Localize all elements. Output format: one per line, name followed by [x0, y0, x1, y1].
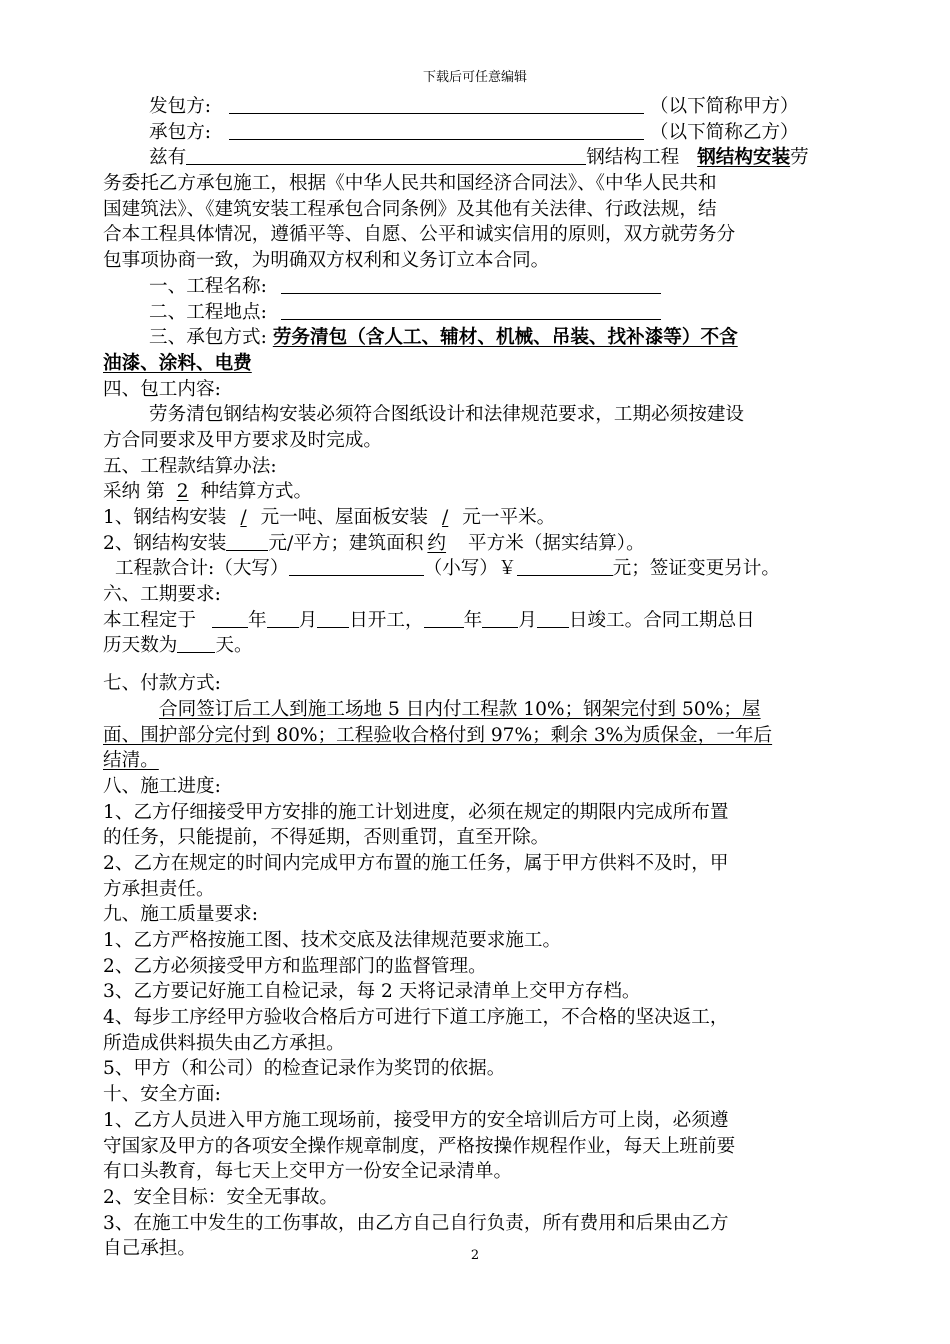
sec10-line-5: 3、在施工中发生的工伤事故，由乙方自己自行负责，所有费用和后果由乙方: [103, 1212, 729, 1234]
adopt-a: 采纳 第: [103, 481, 165, 503]
sec8-line-1: 1、乙方仔细接受甲方安排的施工计划进度，必须在规定的期限内完成所布置: [103, 801, 729, 823]
m1-v1: /: [240, 507, 247, 528]
contractor-note: （以下简称乙方）: [649, 121, 799, 143]
sec5-method-1: [103, 505, 861, 531]
project-site-blank: [281, 300, 661, 320]
sec9-line-6: 5、甲方（和公司）的检查记录作为奖罚的依据。: [103, 1058, 506, 1080]
m2-v: 约: [427, 532, 447, 554]
sec9-line-2: 2、乙方必须接受甲方和监理部门的监督管理。: [103, 955, 487, 977]
employer-note: （以下简称甲方）: [649, 96, 799, 117]
intro-bold: 钢结构安装: [697, 147, 791, 169]
sec7-line-1: 合同签订后工人到施工场地 5 日内付工程款 10%；钢架完付到 50%；屋: [159, 698, 761, 720]
adopt-num: 2: [176, 481, 189, 503]
sec10-title: 十、安全方面:: [103, 1084, 221, 1106]
sec9-line-1: 1、乙方严格按施工图、技术交底及法律规范要求施工。: [103, 930, 562, 951]
sec3-bold-1: 劳务清包（含人工、辅材、机械、吊装、找补漆等）不含: [272, 327, 738, 349]
start-day-blank: [317, 608, 349, 628]
sec7-line-2: 面、围护部分完付到 80%；工程验收合格付到 97%；剩余 3%为质保金，一年后: [103, 724, 773, 746]
start-month-blank: [267, 608, 299, 628]
m1-b: 元一吨、屋面板安装: [260, 507, 429, 528]
total-b: （小写）￥: [423, 558, 517, 580]
sec9-line-5: 所造成供料损失由乙方承担。: [103, 1032, 345, 1054]
total-a: 工程款合计:（大写）: [115, 558, 289, 580]
sec3-bold-2: 油漆、涂料、电费: [103, 352, 252, 374]
m2-a: 2、钢结构安装: [103, 532, 227, 554]
sec6-title: 六、工期要求:: [103, 584, 221, 606]
sec10-line-6: 自己承担。: [103, 1238, 196, 1260]
adopt-b: 种结算方式。: [200, 481, 313, 503]
sec8-line-2: 的任务，只能提前，不得延期，否则重罚，直至开除。: [103, 827, 550, 849]
sec8-line-3: 2、乙方在规定的时间内完成甲方布置的施工任务，属于甲方供料不及时，甲: [103, 852, 729, 874]
sec5-method-2: [103, 531, 861, 557]
sec9-line-4: 4、每步工序经甲方验收合格后方可进行下道工序施工，不合格的坚决返工，: [103, 1007, 729, 1029]
employer-label: 发包方:: [149, 96, 212, 117]
intro-line-5: 包事项协商一致，为明确双方权利和义务订立本合同。: [103, 250, 550, 272]
total-lower-blank: [517, 556, 613, 576]
contractor-line: [103, 120, 861, 146]
start-month: 月: [298, 609, 318, 631]
end-text: 日竣工。合同工期总日: [568, 609, 755, 631]
sec10-line-2: 守国家及甲方的各项安全操作规章制度，严格按操作规程作业，每天上班前要: [103, 1135, 736, 1157]
end-day-blank: [537, 608, 569, 628]
sec3-label: 三、承包方式:: [149, 327, 267, 349]
sec10-line-1: 1、乙方人员进入甲方施工现场前，接受甲方的安全培训后方可上岗，必须遵: [103, 1109, 729, 1131]
sec9-line-3: 3、乙方要记好施工自检记录，每 2 天将记录清单上交甲方存档。: [103, 981, 641, 1003]
sec7-title: 七、付款方式:: [103, 673, 221, 695]
end-month-blank: [482, 608, 518, 628]
sec2-line: [103, 300, 861, 326]
sec8-line-4: 方承担责任。: [103, 878, 215, 900]
employer-line: [103, 94, 861, 120]
sec10-line-4: 2、安全目标：安全无事故。: [103, 1186, 338, 1208]
start-year: 年: [247, 609, 267, 631]
intro-mid: 钢结构工程: [586, 147, 680, 169]
contractor-label: 承包方:: [149, 121, 212, 143]
spacer: [103, 659, 861, 671]
sec1-line: [103, 274, 861, 300]
sec8-title: 八、施工进度:: [103, 775, 221, 797]
sec6-line-2: [103, 633, 861, 659]
page-number: 2: [470, 1248, 480, 1263]
sec4-line-1: 劳务清包钢结构安装必须符合图纸设计和法律规范要求，工期必须按建设: [149, 404, 745, 426]
days-blank: [177, 633, 215, 653]
m1-c: 元一平米。: [462, 507, 556, 528]
total-upper-blank: [289, 556, 424, 576]
sec5-total: [103, 556, 861, 582]
sec4-line-2: 方合同要求及甲方要求及时完成。: [103, 429, 382, 451]
sec5-adopt: [103, 479, 861, 505]
m2-blank-1: [226, 531, 268, 551]
intro-line-4: 合本工程具体情况，遵循平等、自愿、公平和诚实信用的原则，双方就劳务分: [103, 224, 736, 246]
intro-line-2: 务委托乙方承包施工，根据《中华人民共和国经济合同法》、《中华人民共和: [103, 173, 717, 195]
intro-lead: 兹有: [149, 147, 187, 169]
sec1-label: 一、工程名称:: [149, 275, 267, 297]
m1-a: 1、钢结构安装: [103, 507, 227, 528]
sec9-title: 九、施工质量要求:: [103, 904, 259, 926]
sec3-line-1: [103, 325, 861, 351]
intro-tail: 劳: [790, 147, 809, 169]
start-text: 日开工，: [349, 609, 424, 631]
start-year-blank: [212, 608, 248, 628]
intro-line-1: [103, 145, 861, 171]
sec6-lead: 本工程定于: [103, 609, 196, 631]
contract-body: [103, 94, 861, 1262]
total-c: 元；签证变更另计。: [612, 558, 780, 580]
employer-blank: [229, 94, 644, 114]
m2-c: 平方米（据实结算）。: [468, 532, 645, 554]
m2-b: 元/平方；建筑面积: [268, 532, 424, 554]
sec4-title: 四、包工内容:: [103, 378, 221, 400]
days-unit: 天。: [215, 635, 253, 657]
page-header: 下载后可任意编辑: [422, 70, 527, 85]
end-year: 年: [463, 609, 483, 631]
sec5-title: 五、工程款结算办法:: [103, 455, 277, 477]
sec3-line-2: [103, 351, 861, 377]
end-month: 月: [518, 609, 537, 631]
project-blank: [186, 145, 586, 165]
sec10-line-3: 有口头教育，每七天上交甲方一份安全记录清单。: [103, 1161, 513, 1183]
days-lead: 历天数为: [103, 635, 178, 657]
sec7-line-3: 结清。: [103, 750, 159, 772]
intro-line-3: 国建筑法》、《建筑安装工程承包合同条例》及其他有关法律、行政法规，结: [103, 198, 717, 220]
m1-v2: /: [442, 507, 449, 528]
sec2-label: 二、工程地点:: [149, 301, 267, 323]
sec6-line-1: [103, 608, 861, 634]
end-year-blank: [424, 608, 464, 628]
contractor-blank: [229, 120, 644, 140]
project-name-blank: [281, 274, 661, 294]
